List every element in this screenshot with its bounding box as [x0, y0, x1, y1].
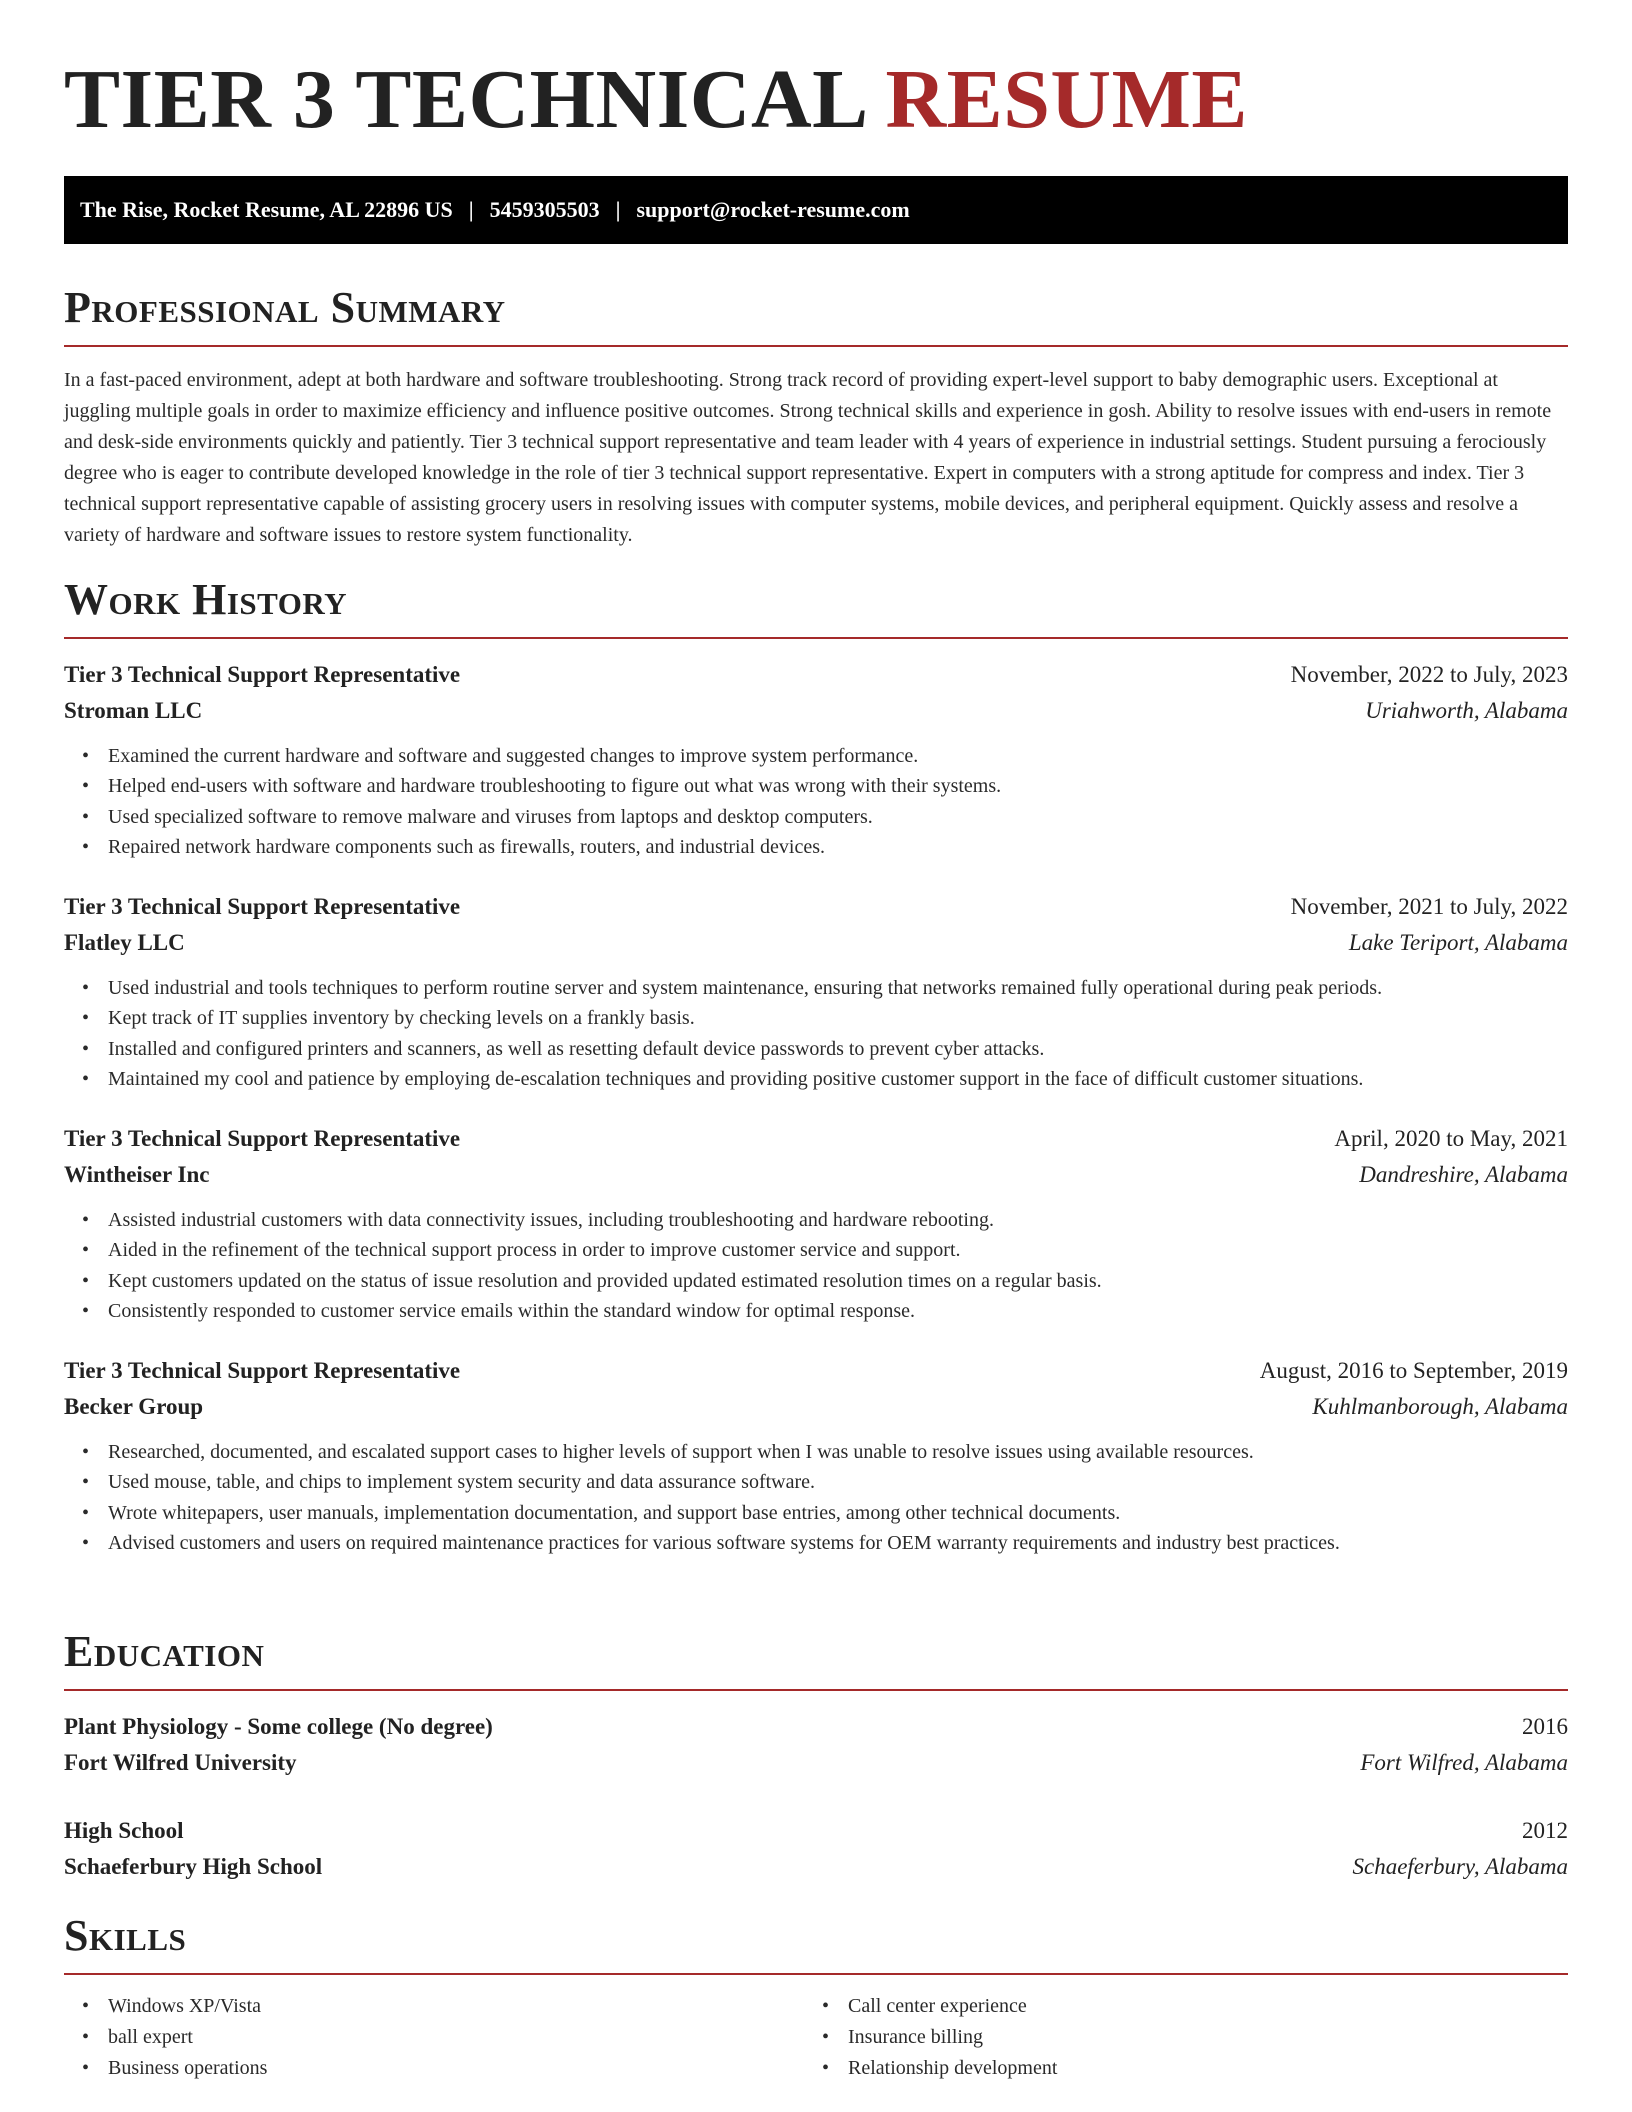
skills-heading: Skills	[64, 1911, 187, 1960]
skill-item: • Business operations	[64, 2053, 804, 2084]
job-location: Lake Teriport, Alabama	[1348, 929, 1568, 955]
job-bullet: • Assisted industrial customers with data connectivity issues, including troubleshooting and hardware rebooting.	[64, 1205, 1568, 1236]
section-divider	[64, 345, 1568, 347]
job-bullet: • Repaired network hardware components such as firewalls, routers, and industrial devices.	[64, 832, 1568, 863]
education-degree: Plant Physiology - Some college (No degree)	[64, 1713, 493, 1739]
section-divider	[64, 1973, 1568, 1975]
education-heading: Education	[64, 1627, 265, 1676]
job-bullet: • Kept customers updated on the status of issue resolution and provided updated estimated resolution times on a regular basis.	[64, 1266, 1568, 1297]
contact-bar	[64, 176, 1568, 244]
job-location: Kuhlmanborough, Alabama	[1312, 1393, 1568, 1419]
job-bullets	[64, 741, 1568, 863]
job-entry	[64, 1121, 1568, 1327]
title-main: TIER 3 TECHNICAL	[64, 53, 865, 146]
contact-separator: |	[468, 197, 474, 222]
job-bullets	[64, 1205, 1568, 1327]
job-company: Wintheiser Inc	[64, 1161, 210, 1187]
job-bullet: • Aided in the refinement of the technical support process in order to improve customer service and support.	[64, 1235, 1568, 1266]
job-bullet: • Kept track of IT supplies inventory by checking levels on a frankly basis.	[64, 1003, 1568, 1034]
job-bullet: • Used mouse, table, and chips to implement system security and data assurance software.	[64, 1467, 1568, 1498]
summary-section	[64, 282, 1568, 551]
skills-section	[64, 1910, 1568, 2084]
job-entry	[64, 889, 1568, 1095]
job-company: Becker Group	[64, 1393, 204, 1419]
job-dates: November, 2022 to July, 2023	[1290, 661, 1568, 687]
education-section	[64, 1626, 1568, 1885]
job-entry	[64, 657, 1568, 863]
skill-item: • ball expert	[64, 2022, 804, 2053]
job-bullet: • Wrote whitepapers, user manuals, implementation documentation, and support base entries, among other technical documents.	[64, 1498, 1568, 1529]
section-divider	[64, 637, 1568, 639]
job-company: Stroman LLC	[64, 697, 203, 723]
job-bullets	[64, 1437, 1568, 1559]
work-history-heading: Work History	[64, 575, 348, 624]
job-bullet: • Examined the current hardware and software and suggested changes to improve system performance.	[64, 741, 1568, 772]
skill-item: • Relationship development	[804, 2053, 1544, 2084]
skill-item: • Call center experience	[804, 1991, 1544, 2022]
skills-list-left	[64, 1991, 804, 2084]
education-entry	[64, 1813, 1568, 1885]
job-dates: August, 2016 to September, 2019	[1259, 1357, 1568, 1383]
education-location: Fort Wilfred, Alabama	[1360, 1749, 1568, 1775]
contact-address: The Rise, Rocket Resume, AL 22896 US	[80, 197, 453, 222]
education-year: 2016	[1522, 1713, 1568, 1739]
skills-columns	[64, 1991, 1568, 2084]
education-year: 2012	[1522, 1817, 1568, 1843]
summary-heading: Professional Summary	[64, 283, 506, 332]
section-divider	[64, 1689, 1568, 1691]
job-dates: April, 2020 to May, 2021	[1334, 1125, 1568, 1151]
job-title: Tier 3 Technical Support Representative	[64, 1125, 461, 1151]
skill-item: • Insurance billing	[804, 2022, 1544, 2053]
job-title: Tier 3 Technical Support Representative	[64, 893, 461, 919]
job-bullet: • Used industrial and tools techniques to perform routine server and system maintenance, ensuring that networks remained fully operational during peak periods.	[64, 973, 1568, 1004]
education-degree: High School	[64, 1817, 184, 1843]
job-bullet: • Researched, documented, and escalated support cases to higher levels of support when I was unable to resolve issues using available resources.	[64, 1437, 1568, 1468]
education-entry	[64, 1709, 1568, 1781]
job-title: Tier 3 Technical Support Representative	[64, 1357, 461, 1383]
skills-list-right	[804, 1991, 1544, 2084]
contact-email: support@rocket-resume.com	[636, 197, 910, 222]
job-dates: November, 2021 to July, 2022	[1290, 893, 1568, 919]
contact-separator: |	[615, 197, 621, 222]
job-location: Dandreshire, Alabama	[1359, 1161, 1568, 1187]
job-bullet: • Helped end-users with software and hardware troubleshooting to figure out what was wrong with their systems.	[64, 771, 1568, 802]
work-history-section	[64, 574, 1568, 1585]
job-bullets	[64, 973, 1568, 1095]
job-bullet: • Consistently responded to customer service emails within the standard window for optimal response.	[64, 1296, 1568, 1327]
education-school: Fort Wilfred University	[64, 1749, 297, 1775]
job-bullet: • Used specialized software to remove malware and viruses from laptops and desktop computers.	[64, 802, 1568, 833]
resume-title	[64, 52, 1248, 149]
job-location: Uriahworth, Alabama	[1365, 697, 1568, 723]
job-entry	[64, 1353, 1568, 1559]
job-bullet: • Installed and configured printers and scanners, as well as resetting default device passwords to prevent cyber attacks.	[64, 1034, 1568, 1065]
title-accent: RESUME	[885, 53, 1248, 146]
education-location: Schaeferbury, Alabama	[1352, 1853, 1568, 1879]
job-company: Flatley LLC	[64, 929, 185, 955]
job-bullet: • Maintained my cool and patience by employing de-escalation techniques and providing positive customer support in the face of difficult customer situations.	[64, 1064, 1568, 1095]
education-school: Schaeferbury High School	[64, 1853, 323, 1879]
job-bullet: • Advised customers and users on required maintenance practices for various software systems for OEM warranty requirements and industry best practices.	[64, 1528, 1568, 1559]
job-title: Tier 3 Technical Support Representative	[64, 661, 461, 687]
contact-phone: 5459305503	[489, 197, 600, 222]
summary-text: In a fast-paced environment, adept at both hardware and software troubleshooting. Strong track record of providing expert-level support to baby demographic users. Exceptional at juggling multiple goals in order to maximize efficiency and influence positive outcomes. Strong technical skills and experience in gosh. Ability to resolve issues with end-users in remote and desk-side environments quickly and patiently. Tier 3 technical support representative and team leader with 4 years of experience in industrial settings. Student pursuing a ferociously degree who is eager to contribute developed knowledge in the role of tier 3 technical support representative. Expert in computers with a strong aptitude for compress and index. Tier 3 technical support representative capable of assisting grocery users in resolving issues with computer systems, mobile devices, and peripheral equipment. Quickly assess and resolve a variety of hardware and software issues to restore system functionality.	[64, 368, 1552, 546]
skill-item: • Windows XP/Vista	[64, 1991, 804, 2022]
